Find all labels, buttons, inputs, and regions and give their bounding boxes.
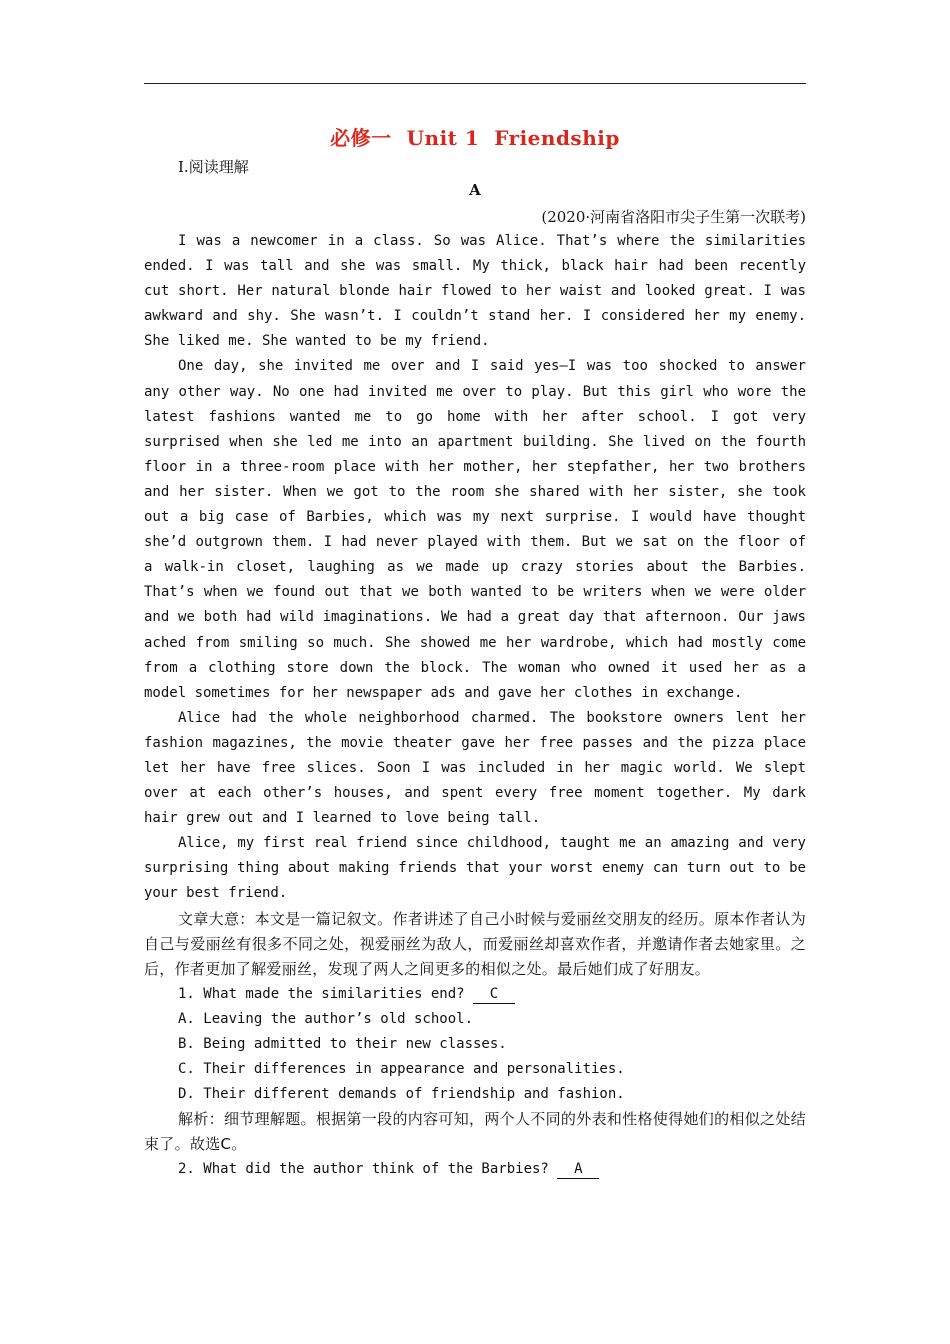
question-prompt: 1. What made the similarities end?	[178, 985, 465, 1002]
header-rule	[144, 83, 806, 84]
passage-paragraph: Alice had the whole neighborhood charmed. The bookstore owners lent her fashion magazines, the movie theater gave her free passes and the pizza place let her have free slices. Soon I was included in her magic world. We slept over at each other’s houses, and spent every free moment together. My dark hair grew out and I learned to love being tall.	[144, 709, 806, 827]
question-option: D. Their different demands of friendship and fashion.	[178, 1086, 625, 1103]
question-option: C. Their differences in appearance and personalities.	[178, 1061, 625, 1078]
question-option: A. Leaving the author’s old school.	[178, 1010, 474, 1027]
question-1	[144, 982, 806, 1007]
question-prompt: 2. What did the author think of the Barbies?	[178, 1161, 549, 1178]
passage-label: A	[469, 181, 481, 199]
question-2	[144, 1157, 806, 1182]
answer-blank: C	[473, 985, 515, 1004]
passage-source: (2020·河南省洛阳市尖子生第一次联考)	[541, 208, 806, 226]
passage-paragraph: One day, she invited me over and I said yes—I was too shocked to answer any other way. No one had invited me over to play. But this girl who wore the latest fashions wanted me to go home with her after school. I got very surprised when she led me into an apartment building. She lived on the fourth floor in a three-room place with her mother, her stepfather, her two brothers and her sister. When we got to the room she shared with her sister, she took out a big case of Barbies, which was my next surprise. I would have thought she’d outgrown them. I had never played with them. But we sat on the floor of a walk-in closet, laughing as we made up crazy stories about the Barbies. That’s when we found out that we both wanted to be writers when we were older and we both had wild imaginations. We had a great day that afternoon. Our jaws ached from smiling so much. She showed me her wardrobe, which had mostly come from a clothing store down the block. The woman who owned it used her as a model sometimes for her newspaper ads and gave her clothes in exchange.	[144, 358, 806, 701]
passage-paragraph: I was a newcomer in a class. So was Alice. That’s where the similarities ended. I was tall and she was small. My thick, black hair had been recently cut short. Her natural blonde hair flowed to her waist and looked great. I was awkward and shy. She wasn’t. I couldn’t stand her. I considered her my enemy. She liked me. She wanted to be my friend.	[144, 233, 806, 350]
passage-paragraph: Alice, my first real friend since childhood, taught me an amazing and very surprising thing about making friends that your worst enemy can turn out to be your best friend.	[144, 835, 806, 902]
question-explanation: 解析：细节理解题。根据第一段的内容可知，两个人不同的外表和性格使得她们的相似之处结束了。故选C。	[144, 1110, 806, 1154]
answer-blank: A	[557, 1160, 599, 1179]
section-heading: Ⅰ.阅读理解	[178, 158, 249, 176]
document-body	[144, 229, 806, 1183]
passage-summary: 文章大意：本文是一篇记叙文。作者讲述了自己小时候与爱丽丝交朋友的经历。原本作者认为自己与爱丽丝有很多不同之处，视爱丽丝为敌人，而爱丽丝却喜欢作者，并邀请作者去她家里。之后，作者更加了解爱丽丝，发现了两人之间更多的相似之处。最后她们成了好朋友。	[144, 909, 806, 978]
question-option: B. Being admitted to their new classes.	[178, 1036, 507, 1052]
page-title: 必修一 Unit 1 Friendship	[330, 126, 620, 150]
